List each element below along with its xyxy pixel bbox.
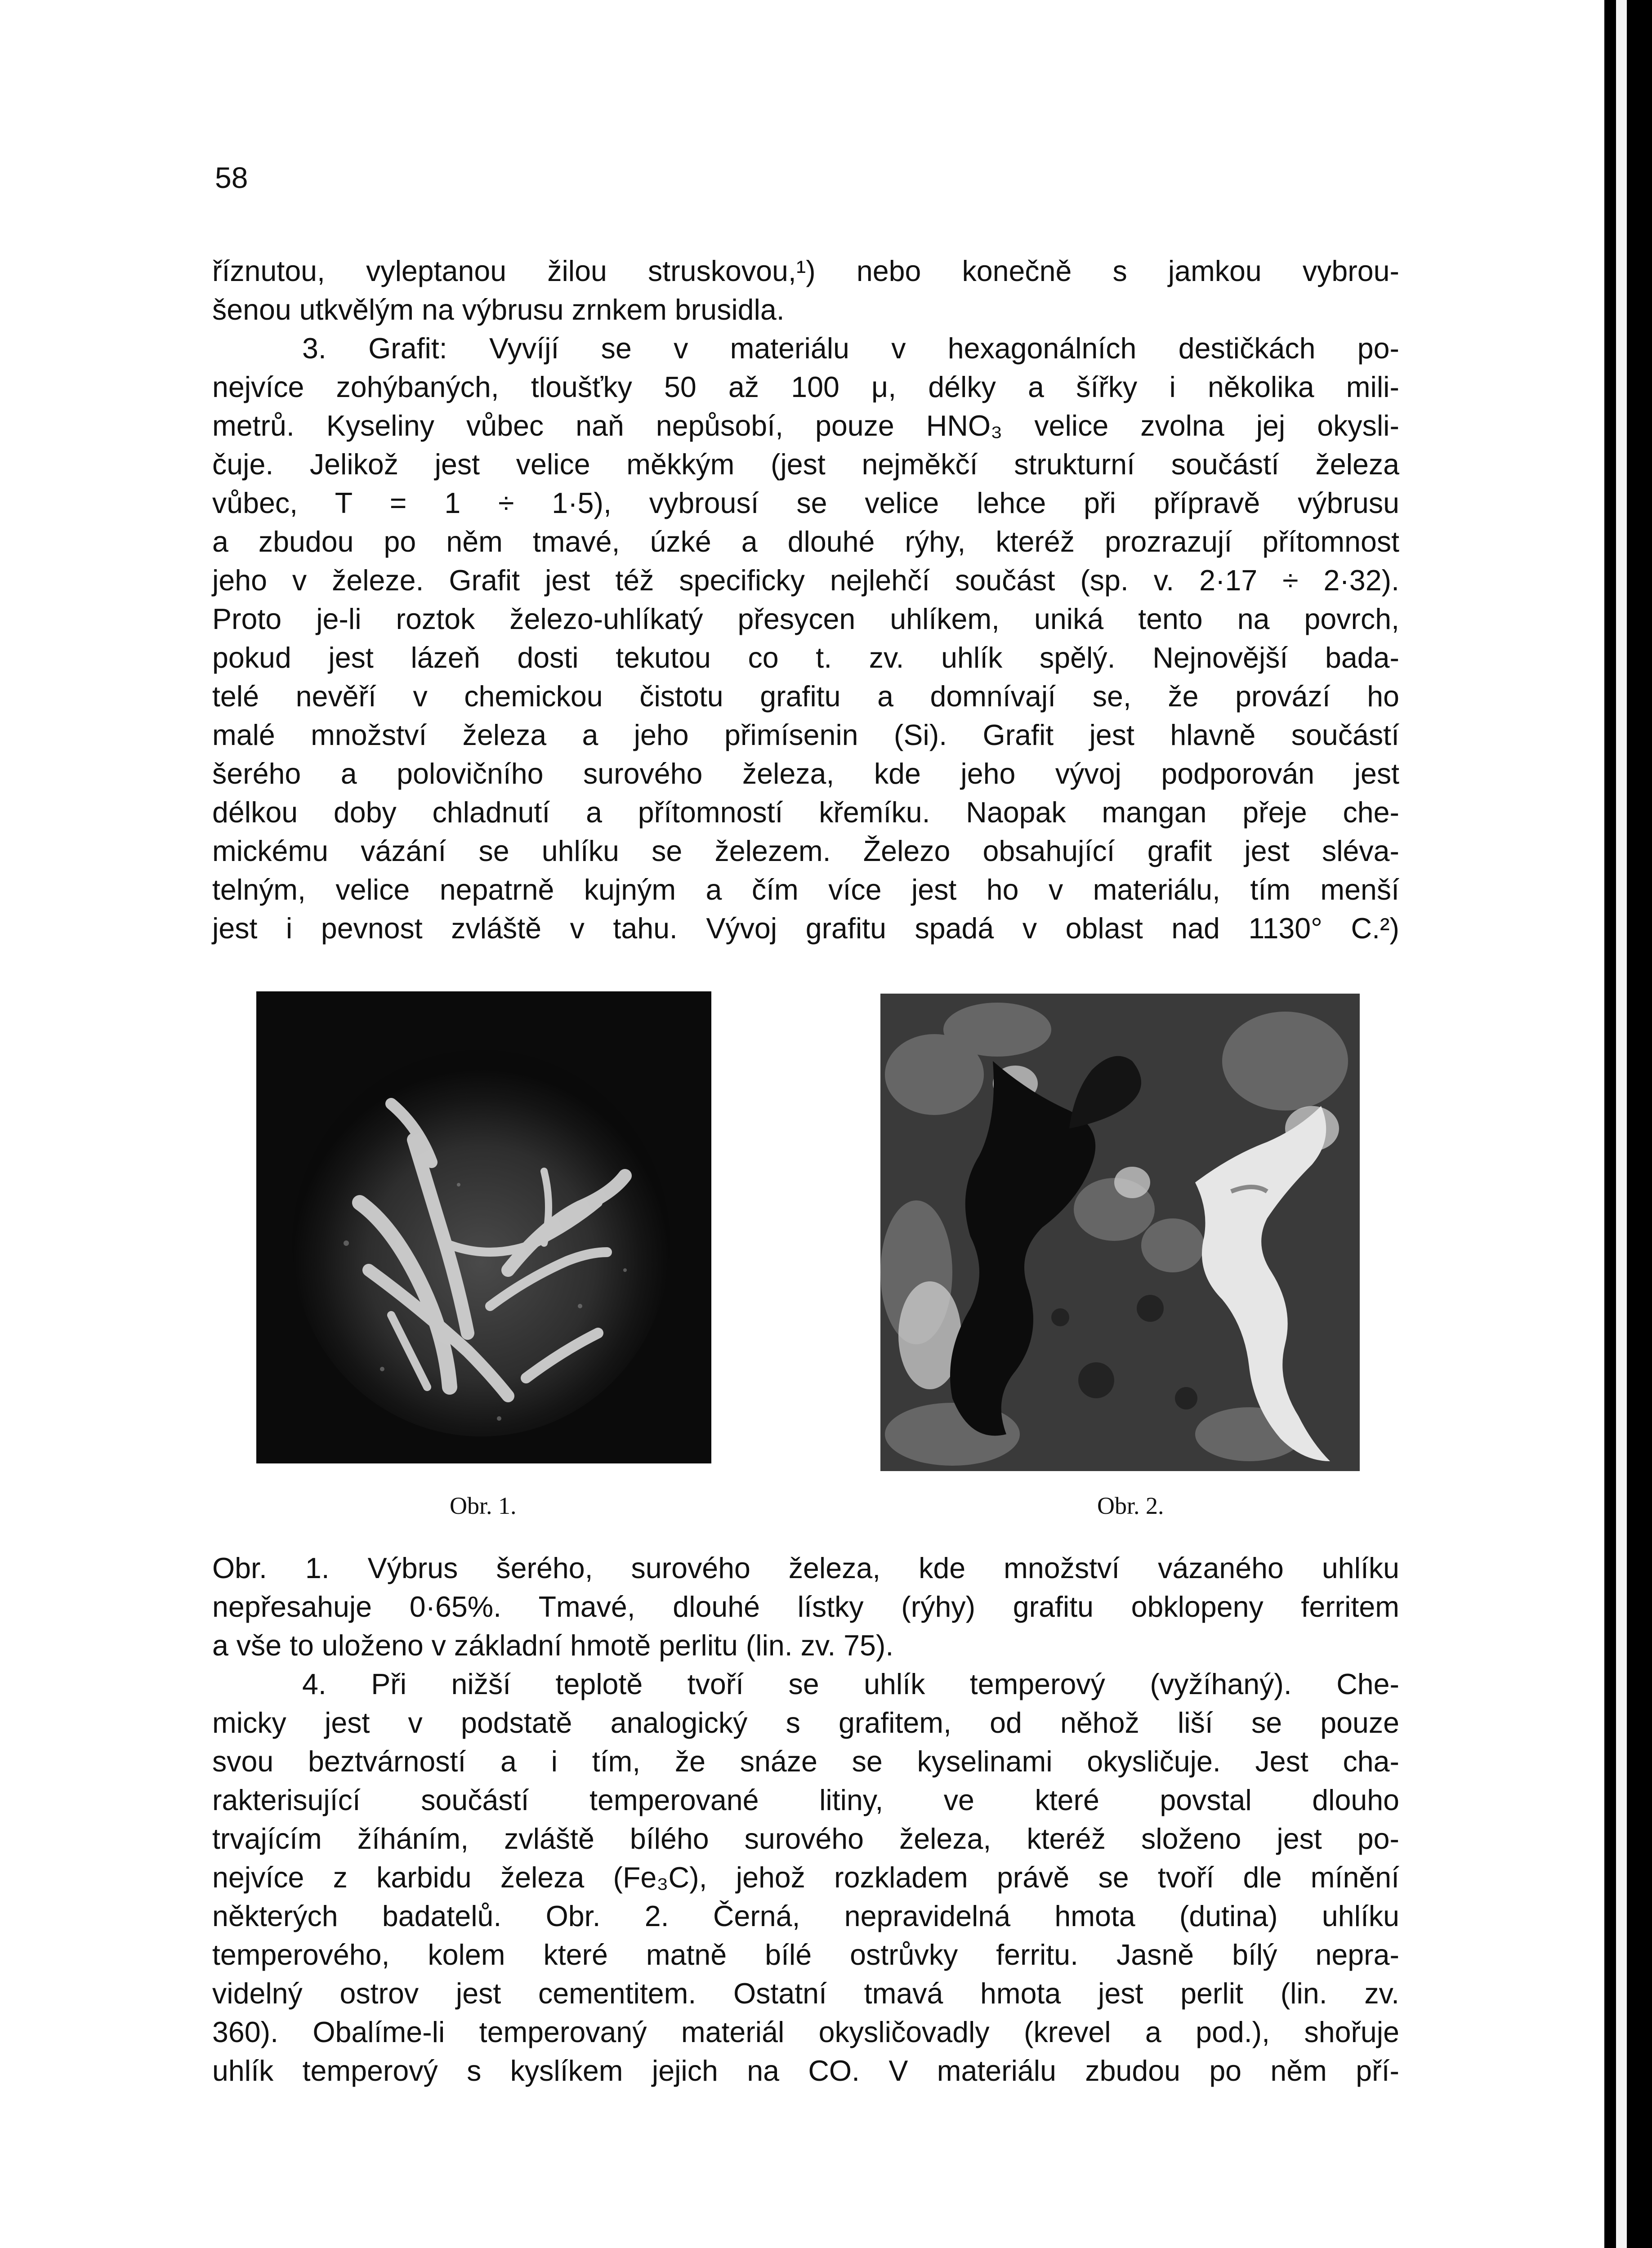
text-line: malé množství železa a jeho přimísenin (Si). Grafit jest hlavně součástí (212, 719, 1399, 751)
micrograph-figure-1 (256, 991, 711, 1463)
text-line: uhlík temperový s kyslíkem jejich na CO. V materiálu zbudou po něm pří- (212, 2055, 1399, 2087)
text-line: délkou doby chladnutí a přítomností křemíku. Naopak mangan přeje che- (212, 796, 1399, 829)
scan-edge (1598, 0, 1652, 2248)
micrograph-figure-2 (880, 994, 1360, 1471)
text-line: pokud jest lázeň dosti tekutou co t. zv. uhlík spělý. Nejnovější bada- (212, 642, 1399, 674)
text-line: svou beztvárností a i tím, že snáze se kyselinami okysličuje. Jest cha- (212, 1745, 1399, 1778)
text-line: telé nevěří v chemickou čistotu grafitu a domnívají se, že provází ho (212, 680, 1399, 713)
text-line: videlný ostrov jest cementitem. Ostatní tmavá hmota jest perlit (lin. zv. (212, 1977, 1399, 2010)
text-line: 4. Při nižší teplotě tvoří se uhlík temperový (vyžíhaný). Che- (302, 1668, 1399, 1700)
text-line: micky jest v podstatě analogický s grafitem, od něhož liší se pouze (212, 1707, 1399, 1739)
text-line: telným, velice nepatrně kujným a čím více jest ho v materiálu, tím menší (212, 874, 1399, 906)
text-line: říznutou, vyleptanou žilou struskovou,¹) nebo konečně s jamkou vybrou- (212, 255, 1399, 287)
body-text-top (212, 252, 1399, 948)
text-line: mickému vázání se uhlíku se železem. Železo obsahující grafit jest sléva- (212, 835, 1399, 867)
text-line: jest i pevnost zvláště v tahu. Vývoj grafitu spadá v oblast nad 1130° C.²) (212, 912, 1399, 945)
text-line: trvajícím žíháním, zvláště bílého surového železa, kteréž složeno jest po- (212, 1823, 1399, 1855)
micrograph-1-image (256, 991, 711, 1463)
text-line: temperového, kolem které matně bílé ostrůvky ferritu. Jasně bílý nepra- (212, 1939, 1399, 1971)
figure-2-label: Obr. 2. (1097, 1492, 1164, 1519)
page-number: 58 (215, 161, 248, 194)
text-line: šenou utkvělým na výbrusu zrnkem brusidla. (212, 294, 785, 326)
text-line: Obr. 1. Výbrus šerého, surového železa, kde množství vázaného uhlíku (212, 1552, 1399, 1584)
text-line: nejvíce z karbidu železa (Fe₃C), jehož rozkladem právě se tvoří dle mínění (212, 1861, 1399, 1894)
text-line: čuje. Jelikož jest velice měkkým (jest nejměkčí strukturní součástí železa (212, 448, 1399, 481)
text-line: nepřesahuje 0·65%. Tmavé, dlouhé lístky (rýhy) grafitu obklopeny ferritem (212, 1591, 1399, 1623)
figure-1-label: Obr. 1. (450, 1492, 517, 1519)
text-line: Proto je-li roztok železo-uhlíkatý přesycen uhlíkem, uniká tento na povrch, (212, 603, 1399, 635)
text-line: vůbec, T = 1 ÷ 1·5), vybrousí se velice lehce při přípravě výbrusu (212, 487, 1399, 519)
text-line: rakterisující součástí temperované litiny, ve které povstal dlouho (212, 1784, 1399, 1816)
text-line: šerého a polovičního surového železa, kde jeho vývoj podporován jest (212, 758, 1399, 790)
text-line: metrů. Kyseliny vůbec naň nepůsobí, pouze HNO₃ velice zvolna jej okysli- (212, 410, 1399, 442)
text-line: 360). Obalíme-li temperovaný materiál okysličovadly (krevel a pod.), shořuje (212, 2016, 1399, 2048)
text-line: jeho v železe. Grafit jest též specificky nejlehčí součást (sp. v. 2·17 ÷ 2·32). (212, 564, 1399, 597)
text-line: některých badatelů. Obr. 2. Černá, nepravidelná hmota (dutina) uhlíku (212, 1900, 1399, 1932)
micrograph-2-image (880, 994, 1360, 1471)
body-text-bottom (212, 1549, 1399, 2090)
text-line: 3. Grafit: Vyvíjí se v materiálu v hexagonálních destičkách po- (302, 332, 1399, 365)
text-line: a zbudou po něm tmavé, úzké a dlouhé rýhy, kteréž prozrazují přítomnost (212, 526, 1399, 558)
text-line: a vše to uloženo v základní hmotě perlitu (lin. zv. 75). (212, 1629, 894, 1662)
text-line: nejvíce zohýbaných, tloušťky 50 až 100 μ, délky a šířky i několika mili- (212, 371, 1399, 403)
